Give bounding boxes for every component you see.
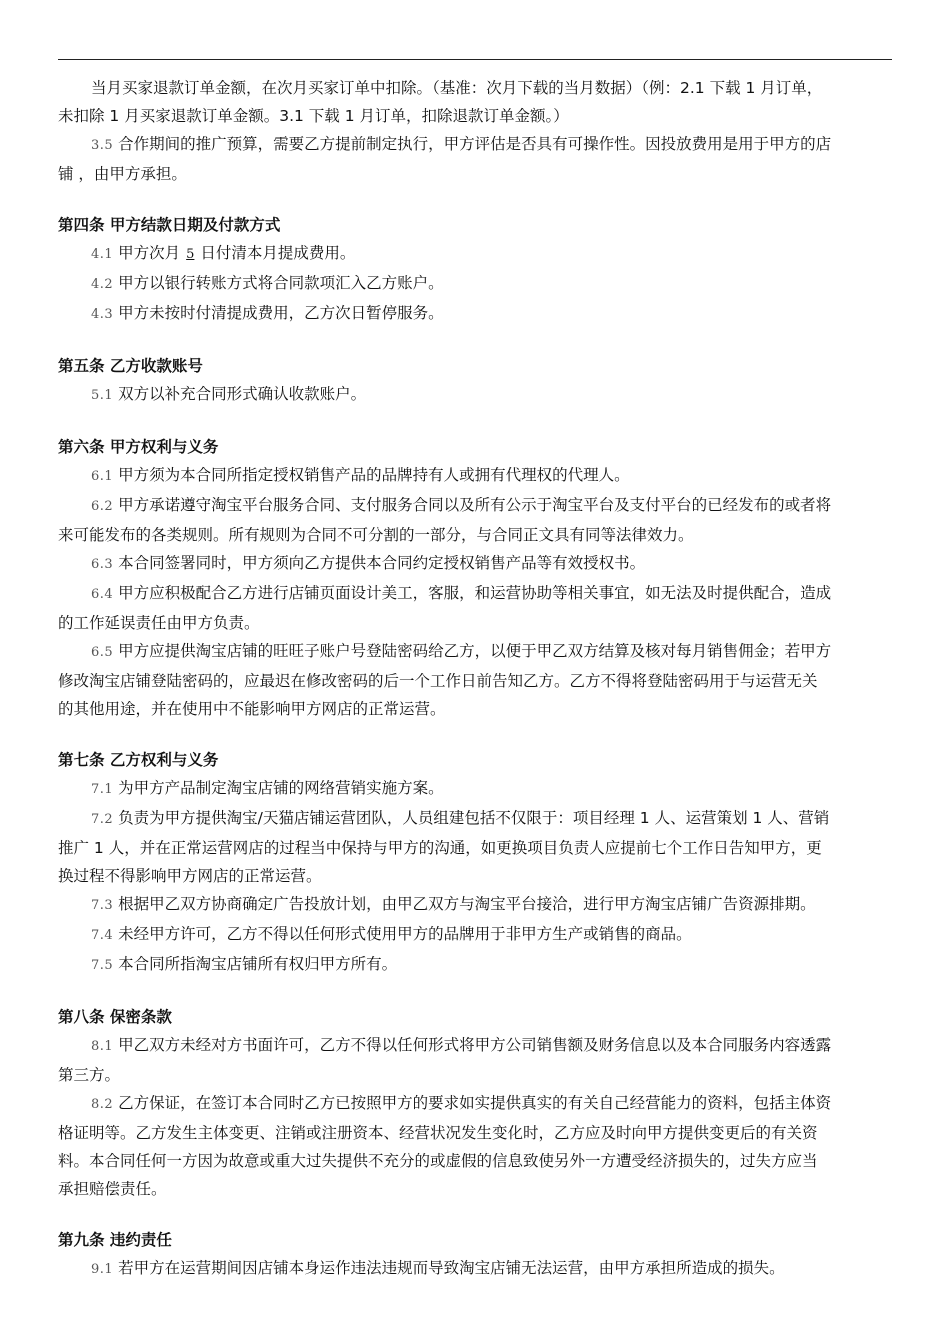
clause-number: 5.1: [91, 388, 114, 403]
section-heading-9: 第九条 违约责任: [58, 1231, 172, 1249]
clause-6-2-line: 来可能发布的各类规则。所有规则为合同不可分割的一部分，与合同正文具有同等法律效力。: [58, 526, 694, 544]
section-heading-5: 第五条 乙方收款账号: [58, 357, 203, 375]
clause-7-2-line: 换过程不得影响甲方网店的正常运营。: [58, 867, 322, 885]
clause-number: 6.5: [91, 645, 114, 660]
clause-6-2: [58, 491, 892, 521]
clause-7-5: [58, 950, 892, 980]
clause-3-4-line: 未扣除 1 月买家退款订单金额。3.1 下载 1 月订单，扣除退款订单金额。）: [58, 107, 569, 125]
clause-7-1: [58, 774, 892, 804]
clause-number: 7.3: [91, 898, 114, 913]
clause-8-2-line: 料。本合同任何一方因为故意或重大过失提供不充分的或虚假的信息致使另外一方遭受经济损失的，过失方应当: [58, 1152, 818, 1170]
clause-number: 6.4: [91, 587, 114, 602]
clause-6-5-line: 修改淘宝店铺登陆密码的，应最迟在修改密码的后一个工作日前告知乙方。乙方不得将登陆密码用于与运营无关: [58, 672, 818, 690]
section-heading-8: 第八条 保密条款: [58, 1008, 172, 1026]
contract-body: [58, 74, 892, 1284]
clause-8-2-line: 格证明等。乙方发生主体变更、注销或注册资本、经营状况发生变化时，乙方应及时向甲方提供变更后的有关资: [58, 1124, 818, 1142]
clause-6-5-line: 的其他用途，并在使用中不能影响甲方网店的正常运营。: [58, 700, 446, 718]
section-heading-4: 第四条 甲方结款日期及付款方式: [58, 216, 281, 234]
clause-number: 9.1: [91, 1262, 114, 1277]
clause-text: 甲方承诺遵守淘宝平台服务合同、支付服务合同以及所有公示于淘宝平台及支付平台的已经发布的或者将: [118, 496, 832, 514]
clause-text: 双方以补充合同形式确认收款账户。: [118, 385, 367, 403]
clause-number: 6.3: [91, 557, 114, 572]
clause-text: 乙方保证，在签订本合同时乙方已按照甲方的要求如实提供真实的有关自己经营能力的资料，包括主体资: [118, 1094, 832, 1112]
clause-number: 8.1: [91, 1039, 114, 1054]
clause-3-4-line: 当月买家退款订单金额，在次月买家订单中扣除。（基准：次月下载的当月数据）（例：2.1 下载 1 月订单，: [91, 79, 823, 97]
clause-text: 日付清本月提成费用。: [200, 244, 356, 262]
clause-7-3: [58, 890, 892, 920]
clause-8-1: [58, 1031, 892, 1061]
clause-4-2: [58, 269, 892, 299]
clause-number: 4.3: [91, 307, 114, 322]
clause-7-2-line: 推广 1 人，并在正常运营网店的过程当中保持与甲方的沟通，如更换项目负责人应提前七个工作日告知甲方，更: [58, 839, 822, 857]
header-rule: [58, 59, 892, 60]
clause-6-5: [58, 637, 892, 667]
section-heading-7: 第七条 乙方权利与义务: [58, 751, 219, 769]
clause-number: 3.5: [91, 138, 114, 153]
clause-text: 甲方以银行转账方式将合同款项汇入乙方账户。: [118, 274, 444, 292]
clause-text: 为甲方产品制定淘宝店铺的网络营销实施方案。: [118, 779, 444, 797]
clause-7-2: [58, 804, 892, 834]
clause-text: 根据甲乙双方协商确定广告投放计划，由甲乙双方与淘宝平台接洽，进行甲方淘宝店铺广告资源排期。: [118, 895, 816, 913]
clause-4-3: [58, 299, 892, 329]
clause-text: 甲方次月: [118, 244, 181, 262]
clause-text: 甲方应积极配合乙方进行店铺页面设计美工，客服，和运营协助等相关事宜，如无法及时提供配合，造成: [118, 584, 832, 602]
clause-number: 8.2: [91, 1097, 114, 1112]
clause-text: 合作期间的推广预算，需要乙方提前制定执行，甲方评估是否具有可操作性。因投放费用是用于甲方的店: [118, 135, 832, 153]
clause-number: 7.5: [91, 958, 114, 973]
clause-number: 7.4: [91, 928, 114, 943]
clause-5-1: [58, 380, 892, 410]
clause-9-1: [58, 1254, 892, 1284]
clause-3-5-line: 铺 ，由甲方承担。: [58, 165, 187, 183]
clause-6-3: [58, 549, 892, 579]
clause-number: 6.2: [91, 499, 114, 514]
clause-text: 本合同签署同时，甲方须向乙方提供本合同约定授权销售产品等有效授权书。: [118, 554, 646, 572]
clause-text: 未经甲方许可，乙方不得以任何形式使用甲方的品牌用于非甲方生产或销售的商品。: [118, 925, 692, 943]
clause-6-1: [58, 461, 892, 491]
clause-text: 负责为甲方提供淘宝/天猫店铺运营团队，人员组建包括不仅限于：项目经理 1 人、运营策划 1 人、营销: [118, 809, 830, 827]
clause-8-1-line: 第三方。: [58, 1066, 121, 1084]
clause-text: 本合同所指淘宝店铺所有权归甲方所有。: [118, 955, 398, 973]
clause-text: 甲方未按时付清提成费用，乙方次日暂停服务。: [118, 304, 444, 322]
clause-text: 甲乙双方未经对方书面许可，乙方不得以任何形式将甲方公司销售额及财务信息以及本合同服务内容透露: [118, 1036, 832, 1054]
clause-6-4: [58, 579, 892, 609]
clause-text: 若甲方在运营期间因店铺本身运作违法违规而导致淘宝店铺无法运营，由甲方承担所造成的损失。: [118, 1259, 785, 1277]
clause-text: 甲方应提供淘宝店铺的旺旺子账户号登陆密码给乙方，以便于甲乙双方结算及核对每月销售佣金；若甲方: [118, 642, 832, 660]
clause-number: 6.1: [91, 469, 114, 484]
clause-number: 7.1: [91, 782, 114, 797]
clause-number: 4.2: [91, 277, 114, 292]
clause-8-2: [58, 1089, 892, 1119]
clause-8-2-line: 承担赔偿责任。: [58, 1180, 167, 1198]
clause-4-1: [58, 239, 892, 269]
section-heading-6: 第六条 甲方权利与义务: [58, 438, 219, 456]
clause-number: 4.1: [91, 247, 114, 262]
clause-number: 7.2: [91, 812, 114, 827]
clause-7-4: [58, 920, 892, 950]
clause-6-4-line: 的工作延误责任由甲方负责。: [58, 614, 260, 632]
clause-3-5: [58, 130, 892, 160]
payment-day-field: 5: [186, 247, 195, 262]
clause-text: 甲方须为本合同所指定授权销售产品的品牌持有人或拥有代理权的代理人。: [118, 466, 630, 484]
